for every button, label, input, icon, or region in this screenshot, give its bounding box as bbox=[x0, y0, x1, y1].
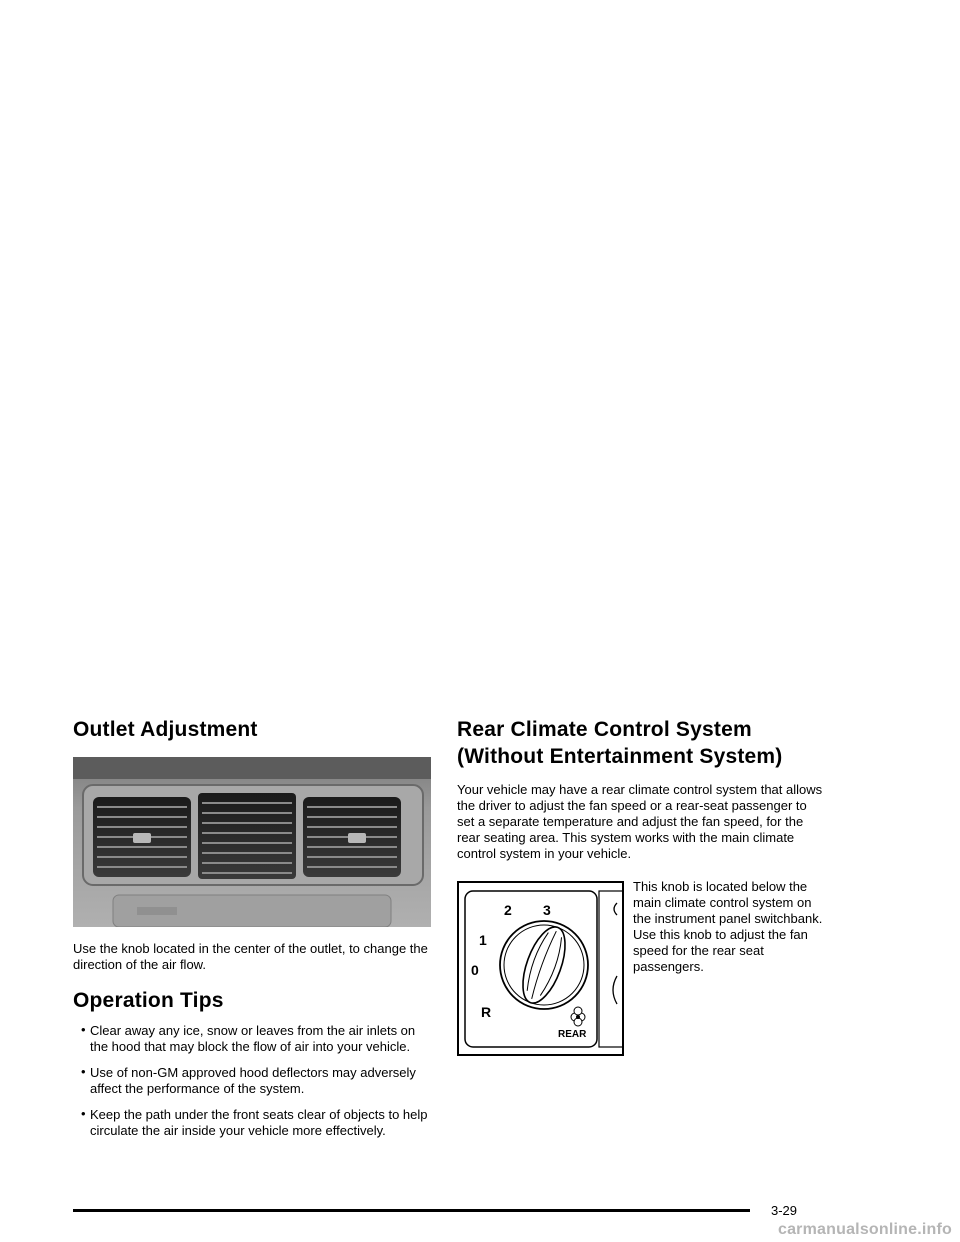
bullet-icon: • bbox=[81, 1064, 86, 1079]
right-column bbox=[457, 716, 827, 1056]
rear-climate-heading-line1: Rear Climate Control System bbox=[457, 718, 752, 741]
left-column bbox=[73, 716, 433, 1149]
list-item: • Use of non-GM approved hood deflectors may adversely affect the performance of the system. bbox=[81, 1064, 416, 1096]
rear-knob-illustration bbox=[457, 881, 624, 1056]
outlet-caption: Use the knob located in the center of the outlet, to change the direction of the air flow. bbox=[73, 941, 428, 972]
outlet-adjustment-heading: Outlet Adjustment bbox=[73, 718, 258, 741]
knob-label-r: R bbox=[481, 1004, 492, 1020]
operation-tips-list bbox=[73, 1023, 433, 1139]
rear-climate-intro: Your vehicle may have a rear climate control system that allows the driver to adjust the fan speed or a rear-seat passenger to set a separate temperature and adjust the fan speed, for the rear seating area. This system works with the main climate control system in your vehicle. bbox=[457, 782, 823, 861]
knob-label-0: 0 bbox=[471, 962, 479, 978]
list-item: • Keep the path under the front seats clear of objects to help circulate the air inside your vehicle more effectively. bbox=[81, 1106, 428, 1138]
knob-label-3: 3 bbox=[543, 902, 551, 918]
bullet-icon: • bbox=[81, 1022, 86, 1037]
list-item: • Clear away any ice, snow or leaves from the air inlets on the hood that may block the flow of air into your vehicle. bbox=[81, 1022, 416, 1054]
footer-rule bbox=[73, 1209, 750, 1212]
page-number: 3-29 bbox=[771, 1203, 798, 1218]
rear-climate-heading-line2: (Without Entertainment System) bbox=[457, 745, 783, 768]
knob-description: This knob is located below the main climate control system on the instrument panel switchbank. Use this knob to adjust the fan speed for the rear seat passengers. bbox=[633, 879, 823, 974]
knob-section bbox=[457, 881, 827, 1056]
knob-label-2: 2 bbox=[504, 902, 512, 918]
knob-label-rear: REAR bbox=[558, 1029, 587, 1040]
operation-tips-heading: Operation Tips bbox=[73, 989, 224, 1012]
knob-label-1: 1 bbox=[479, 932, 487, 948]
air-outlet-image bbox=[73, 757, 431, 927]
air-outlet-photo bbox=[73, 757, 431, 927]
rear-climate-heading bbox=[457, 716, 827, 770]
bullet-icon: • bbox=[81, 1106, 86, 1121]
watermark: carmanualsonline.info bbox=[777, 1221, 952, 1238]
